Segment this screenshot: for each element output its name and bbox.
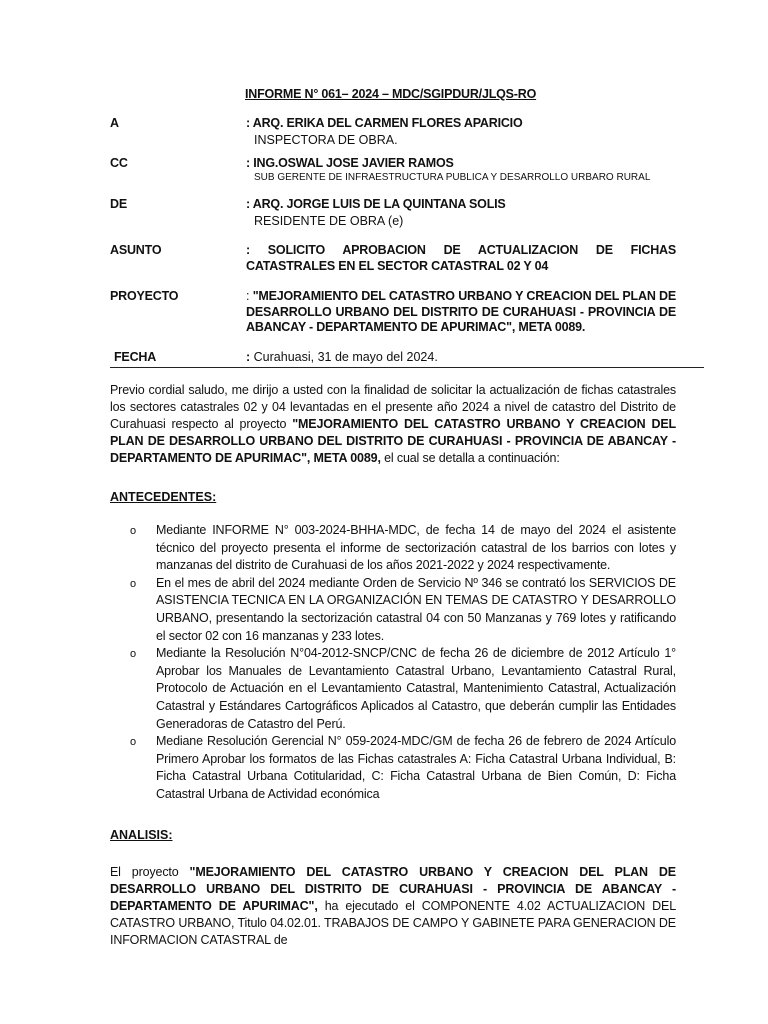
label-fecha: FECHA (114, 350, 157, 364)
label-asunto: ASUNTO (110, 243, 162, 257)
bullet-icon: o (130, 577, 136, 590)
cc-name: : ING.OSWAL JOSE JAVIER RAMOS (246, 156, 454, 170)
antecedentes-list (130, 522, 676, 804)
project-name: "MEJORAMIENTO DEL CATASTRO URBANO Y CREACION DEL PLAN DE DESARROLLO URBANO DEL DISTRITO DE CURAHUASI - PROVINCIA DE ABANCAY - DEPARTAMENTO DE APURIMAC", META 0089. (246, 289, 677, 334)
bullet-icon: o (130, 525, 136, 537)
label-proyecto: PROYECTO (110, 289, 179, 303)
addressee-role: INSPECTORA DE OBRA. (254, 133, 398, 147)
bullet-icon: o (130, 648, 136, 661)
label-de: DE (110, 197, 127, 211)
document-title: INFORME N° 061– 2024 – MDC/SGIPDUR/JLQS-RO (245, 87, 537, 101)
date-value: Curahuasi, 31 de mayo del 2024. (250, 350, 438, 364)
project-colon: : (246, 289, 253, 303)
project-text (246, 289, 676, 336)
antecedentes-heading: ANTECEDENTES: (110, 490, 217, 504)
label-cc: CC (110, 156, 128, 170)
date-line (246, 350, 438, 364)
intro-paragraph (110, 382, 676, 467)
subject-text: : SOLICITO APROBACION DE ACTUALIZACION DE FICHAS CATASTRALES EN EL SECTOR CATASTRAL 02 Y 04 (246, 243, 676, 273)
bullet-icon: o (130, 736, 136, 749)
sender-name: : ARQ. JORGE LUIS DE LA QUINTANA SOLIS (246, 197, 506, 211)
list-item-text: Mediante INFORME N° 003-2024-BHHA-MDC, de fecha 14 de mayo del 2024 el asistente técnico del proyecto presenta el informe de sectorización catastral de los barrios con lotes y manzanas del distrito de Curahuasi de los años 2021-2022 y 2024 respectivamente. (156, 523, 676, 573)
intro-project-name: "MEJORAMIENTO DEL CATASTRO URBANO Y CREACION DEL PLAN DE DESARROLLO URBANO DEL DISTRITO DE CURAHUASI - PROVINCIA DE ABANCAY - DEPARTAMENTO DE APURIMAC", META 0089, (110, 417, 676, 465)
date-colon: : (246, 350, 251, 364)
list-item (130, 522, 676, 575)
list-item-text: En el mes de abril del 2024 mediante Orden de Servicio Nº 346 se contrató los SERVICIOS DE ASISTENCIA TECNICA EN LA ORGANIZACIÓN EN TEMAS DE CATASTRO Y DESARROLLO URBANO, presentando la sectorización catastral 04 con 50 Manzanas y 769 lotes y ratificando el sector 02 con 16 manzanas y 233 lotes. (156, 575, 676, 643)
header-divider (110, 367, 704, 368)
addressee-name: : ARQ. ERIKA DEL CARMEN FLORES APARICIO (246, 116, 523, 130)
analisis-text: El proyecto (110, 865, 190, 879)
list-item (130, 733, 676, 803)
sender-role: RESIDENTE DE OBRA (e) (254, 214, 404, 228)
intro-closing: el cual se detalla a continuación: (380, 451, 560, 465)
list-item-text: Mediante la Resolución N°04-2012-SNCP/CNC de fecha 26 de diciembre de 2012 Artículo 1° Aprobar los Manuales de Levantamiento Catastral Urbano, Levantamiento Catastral Rural, Protocolo de Actuación en el Levantamiento Catastral, Mantenimiento Catastral, Actualización Catastral y Estándares Cartográficos Aplicados al Catastro, que deberán cumplir las Entidades Generadoras de Catastro del Perú. (156, 646, 676, 731)
analisis-project-name: "MEJORAMIENTO DEL CATASTRO URBANO Y CREACION DEL PLAN DE DESARROLLO URBANO DEL DISTRITO DE CURAHUASI - PROVINCIA DE ABANCAY - DEPARTAMENTO DE APURIMAC", (110, 865, 676, 913)
analisis-continuation: ha ejecutado el COMPONENTE 4.02 ACTUALIZACION DEL CATASTRO URBANO, Titulo 04.02.01. TRABAJOS DE CAMPO Y GABINETE PARA GENERACION DE INFORMACION CATASTRAL de (110, 899, 676, 947)
label-a: A (110, 116, 119, 130)
analisis-paragraph (110, 864, 676, 949)
analisis-heading: ANALISIS: (110, 828, 173, 842)
list-item (130, 645, 676, 733)
list-item (130, 575, 676, 645)
intro-text: Previo cordial saludo, me dirijo a usted con la finalidad de solicitar la actualización de fichas catastrales los sectores catastrales 02 y 04 levantadas en el presente año 2024 a nivel de catastro del Distrito de Curahuasi respecto al proyecto (110, 383, 676, 431)
list-item-text: Mediane Resolución Gerencial N° 059-2024-MDC/GM de fecha 26 de febrero de 2024 Artículo Primero Aprobar los formatos de las Fichas catastrales A: Ficha Catastral Urbana Individual, B: Ficha Catastral Urbana Cotitularidad, C: Ficha Catastral Urbana de Bien Común, D: Ficha Catastral Urbana de Actividad económica (156, 734, 676, 801)
cc-role: SUB GERENTE DE INFRAESTRUCTURA PUBLICA Y DESARROLLO URBARO RURAL (254, 172, 651, 183)
